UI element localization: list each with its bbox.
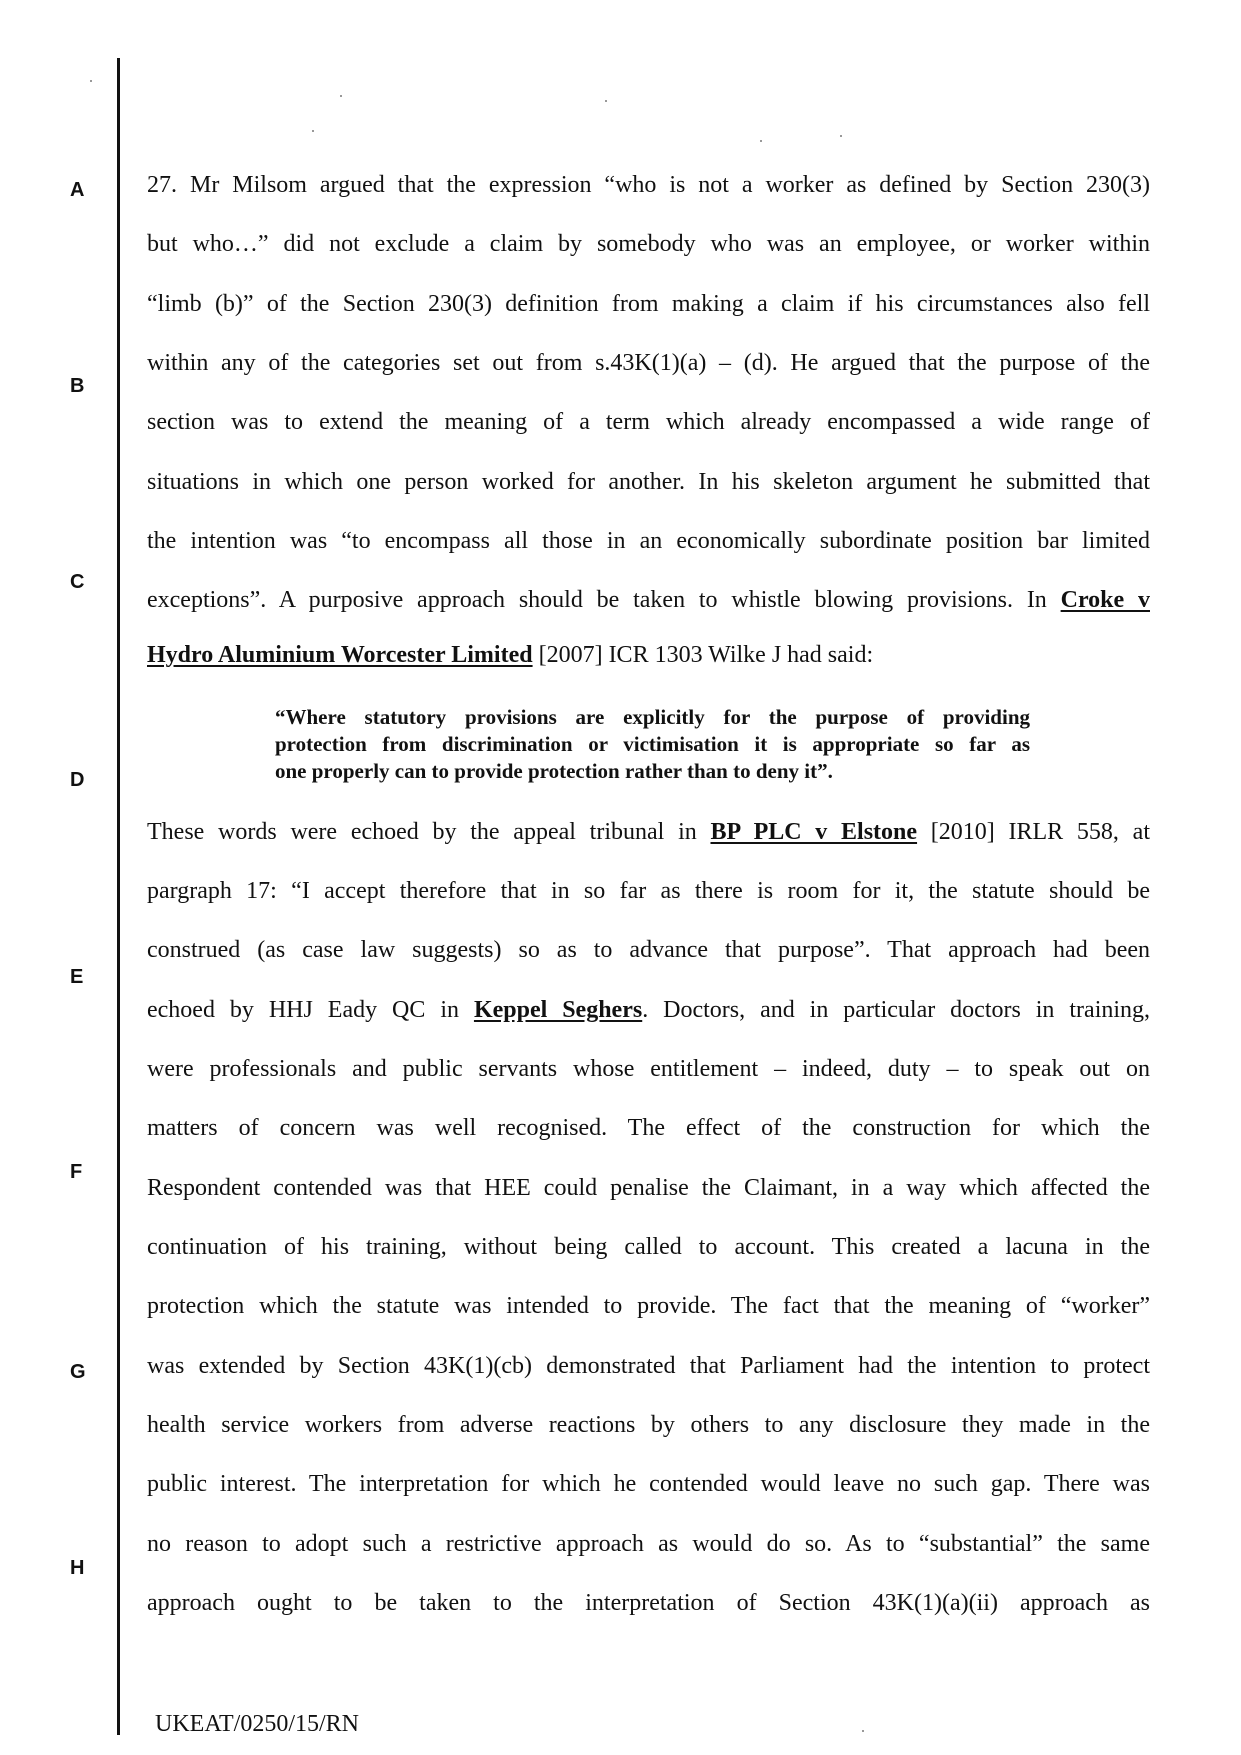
quote-line: “Where statutory provisions are explicitly for the purpose of providing xyxy=(275,705,1030,729)
paragraph-line-text: exceptions”. A purposive approach should be taken to whistle blowing provisions. In xyxy=(147,587,1047,613)
paragraph-number: 27. xyxy=(147,172,177,198)
margin-letter-f: F xyxy=(70,1161,83,1183)
paragraph-line xyxy=(147,640,1150,670)
paragraph-line: within any of the categories set out from s.43K(1)(a) – (d). He argued that the purpose of the xyxy=(147,350,1150,376)
margin-letter-d: D xyxy=(70,769,85,791)
margin-letter-e: E xyxy=(70,966,84,988)
scan-speck xyxy=(340,95,342,97)
scan-speck xyxy=(840,135,842,137)
paragraph-line xyxy=(147,170,1150,200)
block-quote xyxy=(275,704,1030,785)
case-reference-footer: UKEAT/0250/15/RN xyxy=(155,1711,359,1737)
margin-rule xyxy=(117,58,120,1735)
case-citation-keppel: Keppel Seghers xyxy=(473,997,643,1023)
paragraph-line xyxy=(147,817,1150,847)
scan-speck xyxy=(605,100,607,102)
paragraph-line: situations in which one person worked for another. In his skeleton argument he submitted that xyxy=(147,469,1150,495)
margin-letter-a: A xyxy=(70,179,85,201)
paragraph-line-text: Mr Milsom argued that the expression “who is not a worker as defined by Section 230(3) xyxy=(190,172,1150,198)
croke-citation: [2007] ICR 1303 Wilke J had said: xyxy=(532,642,874,668)
quote-line: protection from discrimination or victimisation it is appropriate so far as xyxy=(275,732,1030,756)
paragraph-line: construed (as case law suggests) so as to advance that purpose”. That approach had been xyxy=(147,937,1150,963)
case-citation-croke: Croke v xyxy=(1060,587,1150,613)
case-citation-bp: BP PLC v Elstone xyxy=(710,819,918,845)
paragraph-line: but who…” did not exclude a claim by somebody who was an employee, or worker within xyxy=(147,231,1150,257)
scan-speck xyxy=(90,80,92,82)
scan-speck xyxy=(862,1730,864,1732)
paragraph-line: protection which the statute was intended to provide. The fact that the meaning of “worker” xyxy=(147,1293,1150,1319)
margin-letter-b: B xyxy=(70,375,85,397)
margin-letter-c: C xyxy=(70,571,85,593)
paragraph-line: section was to extend the meaning of a term which already encompassed a wide range of xyxy=(147,409,1150,435)
quote-line: one properly can to provide protection rather than to deny it”. xyxy=(275,759,833,783)
paragraph-line: public interest. The interpretation for which he contended would leave no such gap. There was xyxy=(147,1471,1150,1497)
case-citation-croke-cont: Hydro Aluminium Worcester Limited xyxy=(147,642,533,668)
paragraph-line: pargraph 17: “I accept therefore that in so far as there is room for it, the statute should be xyxy=(147,878,1150,904)
paragraph-line: “limb (b)” of the Section 230(3) definition from making a claim if his circumstances also fell xyxy=(147,291,1150,317)
paragraph-line: the intention was “to encompass all those in an economically subordinate position bar limited xyxy=(147,528,1150,554)
paragraph-line xyxy=(147,585,1150,615)
scan-speck xyxy=(312,130,314,132)
paragraph-line xyxy=(147,995,1150,1025)
paragraph-line: was extended by Section 43K(1)(cb) demonstrated that Parliament had the intention to protect xyxy=(147,1353,1150,1379)
paragraph-line-text: . Doctors, and in particular doctors in training, xyxy=(642,997,1151,1023)
paragraph-line: approach ought to be taken to the interpretation of Section 43K(1)(a)(ii) approach as xyxy=(147,1590,1150,1616)
paragraph-line: continuation of his training, without being called to account. This created a lacuna in the xyxy=(147,1234,1150,1260)
paragraph-line: health service workers from adverse reactions by others to any disclosure they made in the xyxy=(147,1412,1150,1438)
paragraph-line-text: These words were echoed by the appeal tribunal in xyxy=(147,819,711,845)
margin-letter-g: G xyxy=(70,1361,86,1383)
paragraph-line: were professionals and public servants whose entitlement – indeed, duty – to speak out on xyxy=(147,1056,1150,1082)
paragraph-line-text: [2010] IRLR 558, at xyxy=(917,819,1150,845)
paragraph-line: Respondent contended was that HEE could penalise the Claimant, in a way which affected the xyxy=(147,1175,1150,1201)
margin-letter-h: H xyxy=(70,1557,85,1579)
paragraph-line: no reason to adopt such a restrictive approach as would do so. As to “substantial” the same xyxy=(147,1531,1150,1557)
scan-speck xyxy=(760,140,762,142)
paragraph-line: matters of concern was well recognised. The effect of the construction for which the xyxy=(147,1115,1150,1141)
paragraph-line-text: echoed by HHJ Eady QC in xyxy=(147,997,474,1023)
